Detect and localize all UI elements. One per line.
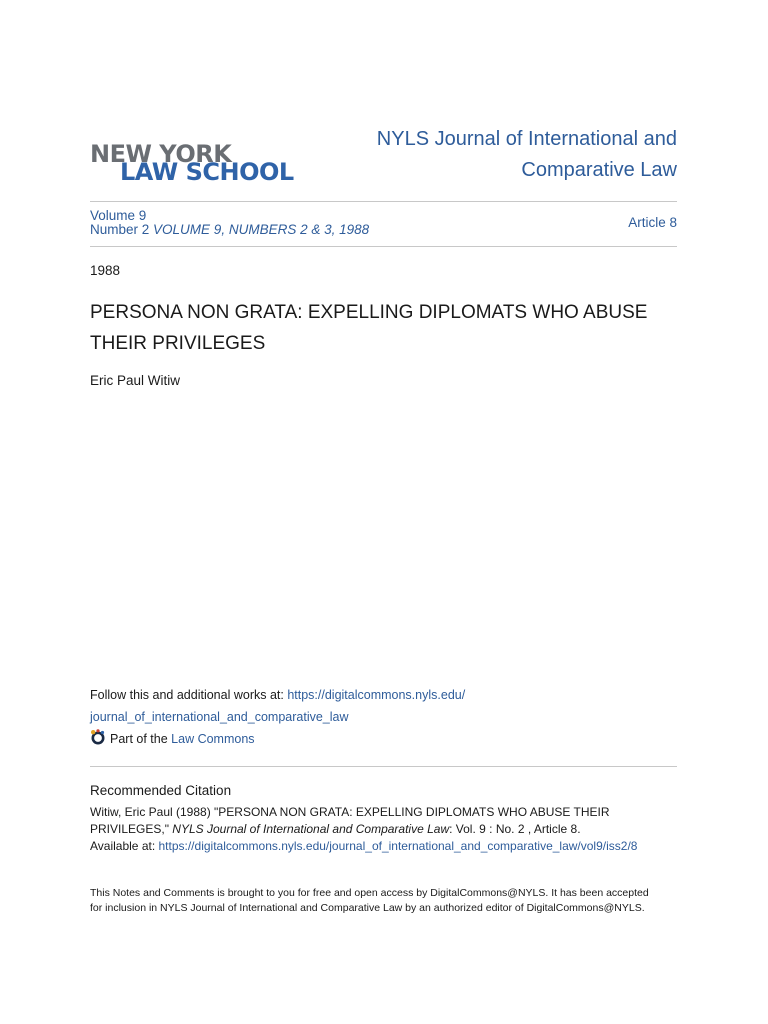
follow-block (90, 684, 690, 728)
journal-title-link[interactable] (337, 124, 677, 186)
access-notice: This Notes and Comments is brought to you for free and open access by DigitalCommons@NYLS. It has been accepted for inclusion in NYLS Journal of International and Comparative Law by an authorized editor of DigitalCommons@NYLS. (90, 887, 649, 914)
divider-citation (90, 766, 677, 767)
follow-url-part-1[interactable]: https://digitalcommons.nyls.edu/ (287, 688, 466, 702)
part-of-line (90, 731, 255, 747)
divider-issue (90, 246, 677, 247)
recommended-citation-body (90, 804, 690, 855)
article-link[interactable]: Article 8 (628, 215, 677, 230)
article-author: Eric Paul Witiw (90, 373, 181, 388)
issue-number-line[interactable] (90, 223, 369, 237)
issue-label[interactable]: VOLUME 9, NUMBERS 2 & 3, 1988 (153, 222, 370, 237)
citation-text-2: : Vol. 9 : No. 2 , Article 8. (449, 822, 581, 836)
part-of-prefix: Part of the (110, 732, 168, 746)
publication-year: 1988 (90, 263, 121, 278)
citation-journal: NYLS Journal of International and Comparative Law (172, 822, 450, 836)
follow-prefix: Follow this and additional works at: (90, 688, 288, 702)
network-commons-icon (90, 729, 106, 745)
volume-link[interactable]: Volume 9 (90, 208, 147, 223)
logo-line-2: LAW SCHOOL (120, 158, 294, 186)
recommended-citation-heading: Recommended Citation (90, 783, 232, 798)
school-logo (90, 142, 295, 186)
law-commons-link[interactable]: Law Commons (171, 732, 255, 746)
available-url-link[interactable]: https://digitalcommons.nyls.edu/journal_of_international_and_comparative_law/vol9/iss2/8 (158, 839, 638, 853)
follow-url-part-2[interactable]: journal_of_international_and_comparative_law (90, 710, 349, 724)
divider-top (90, 201, 677, 202)
journal-title-line-2[interactable]: Comparative Law (521, 159, 677, 181)
available-prefix: Available at: (90, 839, 159, 853)
number-label[interactable]: Number 2 (90, 222, 150, 237)
journal-title-line-1[interactable]: NYLS Journal of International and (376, 128, 677, 150)
citation-text-1: Witiw, Eric Paul (1988) "PERSONA NON GRATA: EXPELLING DIPLOMATS WHO ABUSE THEIR PRIVILEGES," (90, 805, 610, 836)
article-title: PERSONA NON GRATA: EXPELLING DIPLOMATS WHO ABUSE THEIR PRIVILEGES (90, 302, 648, 354)
logo-line-1: NEW YORK (90, 140, 232, 168)
